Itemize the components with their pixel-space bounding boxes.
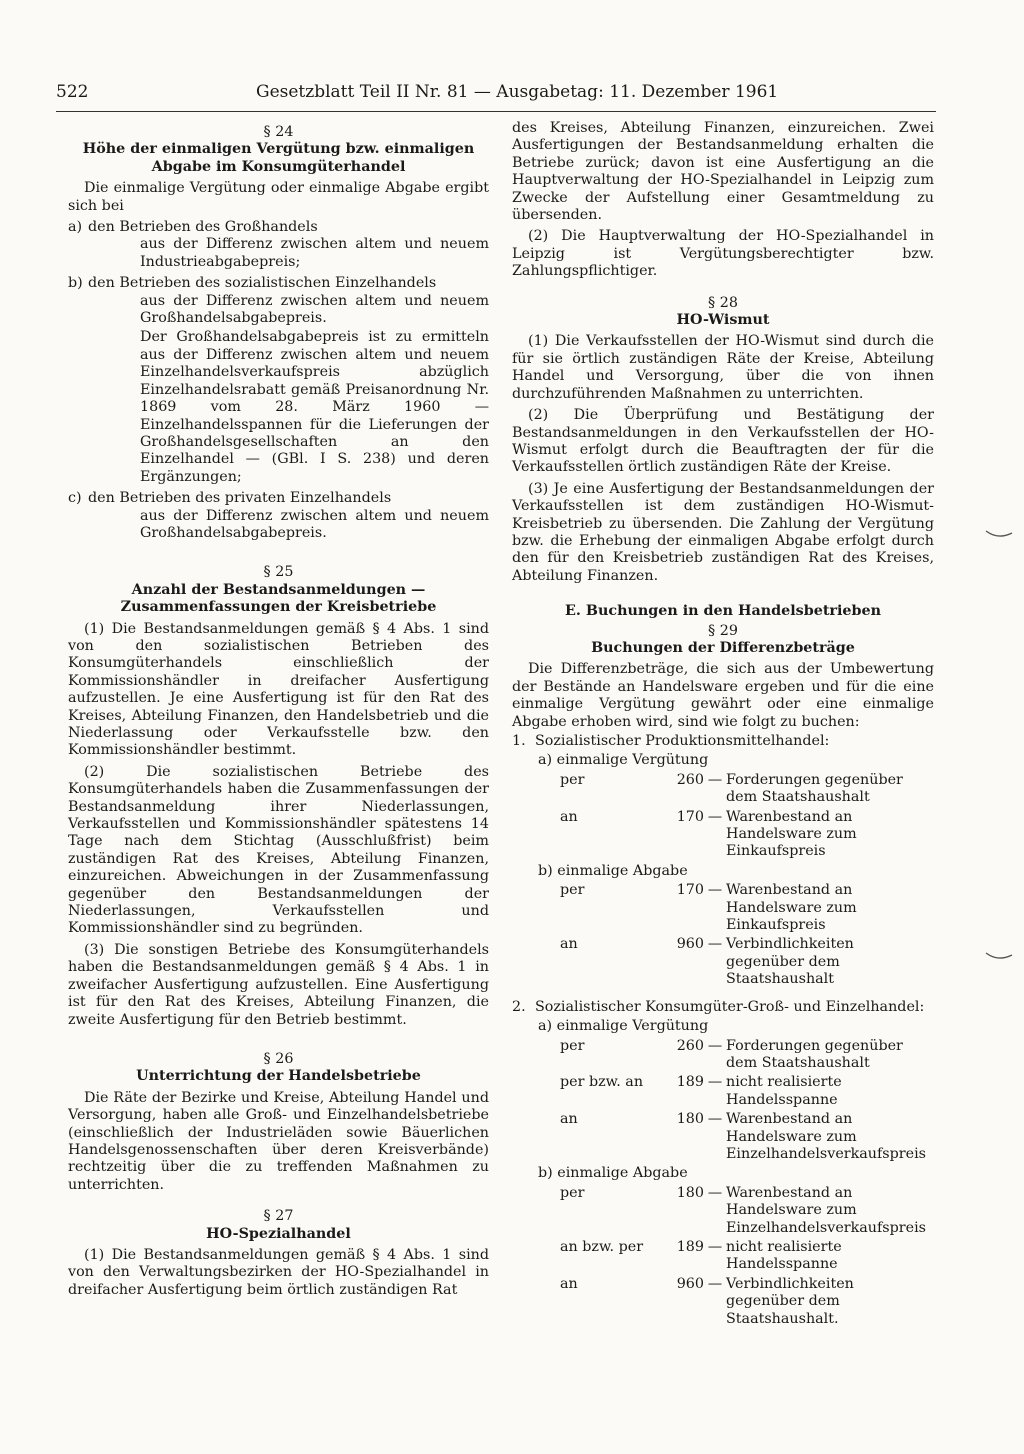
account-number: 260 [676,1037,704,1054]
list-item-c [68,490,489,507]
item-detail: aus der Differenz zwischen altem und neuem Industrieabgabepreis; [140,236,489,270]
paragraph: (1) Die Verkaufsstellen der HO-Wismut sind durch die für sie örtlich zuständigen Räte der Kreise, Abteilung Handel und Versorgung, über die von ihnen durchzuführenden Maßnahmen zu unterrichten. [512,333,934,402]
booking-row [512,1074,934,1109]
booking-row [512,1111,934,1163]
paragraph: (2) Die Überprüfung und Bestätigung der Bestandsanmeldungen in den Verkaufsstellen der HO-Wismut erfolgt durch die Beauftragten der für die Verkaufsstellen örtlich zuständigen Räte der Kreise. [512,407,934,476]
sub-heading: a) einmalige Vergütung [538,1018,709,1035]
account-number: 170 [676,808,704,825]
item-title: Sozialistischer Konsumgüter-Groß- und Einzelhandel: [535,998,925,1015]
account-description: Verbindlichkeiten gegenüber dem Staatshaushalt. [726,1275,854,1327]
item-note: Der Großhandelsabgabepreis ist zu ermitteln aus der Differenz zwischen altem und neuem Einzelhandelsverkaufspreis abzüglich Einzelhandelsrabatt gemäß Preisanordnung Nr. 1869 vom 28. März 1960 — Einzelhandelsspannen für die Lieferungen der Großhandelsgesellschaften an den Einzelhandel — (GBl. I S. 238) und deren Ergänzungen; [140,329,489,485]
paragraph: (2) Die sozialistischen Betriebe des Konsumgüterhandels haben die Zusammenfassungen der Bestandsanmeldung ihrer Niederlassungen, Verkaufsstellen und Kommissionshändler spätestens 14 Tage nach dem Stichtag (Ausschlußfrist) beim zuständigen Rat des Kreises, Abteilung Finanzen, einzureichen. Abweichungen in der Zusammenfassung gegenüber den Bestandsanmeldungen der Niederlassungen, Verkaufsstellen und Kommissionshändler sind zu begründen. [68,763,489,937]
booking-side: an [560,1275,578,1292]
booking-row [512,1239,934,1274]
section-25-number: § 25 [263,564,294,581]
margin-mark [984,528,1014,540]
paragraph: Die Räte der Bezirke und Kreise, Abteilung Handel und Versorgung, haben alle Groß- und Einzelhandelsbetriebe (einschließlich der Industrieläden sowie Bäuerlichen Handelsgenossenschaften über deren Kreisverbände) rechtzeitig über die zu treffenden Maßnahmen zu unterrichten. [68,1089,489,1193]
section-29-title: Buchungen der Differenzbeträge [591,639,855,656]
item-detail: aus der Differenz zwischen altem und neuem Großhandelsabgabepreis. [140,507,489,541]
booking-side: per bzw. an [560,1074,644,1091]
section-24-intro: Die einmalige Vergütung oder einmalige Abgabe ergibt sich bei [68,180,489,214]
section-25-title: Anzahl der Bestandsanmeldungen — Zusammenfassungen der Kreisbetriebe [120,581,437,616]
paragraph: Die Differenzbeträge, die sich aus der Umbewertung der Bestände an Handelsware ergeben und für die eine einmalige Vergütung gewährt oder eine einmalige Abgabe erhoben wird, sind wie folgt zu buchen: [512,661,934,730]
account-number: 189 [676,1238,704,1255]
paragraph: (3) Je eine Ausfertigung der Bestandsanmeldungen der Verkaufsstellen ist dem zuständigen HO-Wismut-Kreisbetrieb zu übersenden. Die Zahlung der Vergütung bzw. die Erhebung der einmaligen Abgabe erfolgt durch den für den Kreisbetrieb zuständigen Rat des Kreises, Abteilung Finanzen. [512,480,934,584]
account-number: 180 [676,1184,704,1201]
dash: — [707,808,723,825]
dash: — [707,1238,723,1255]
account-number: 260 [676,771,704,788]
item-label: a) [68,219,83,236]
item-text: den Betrieben des privaten Einzelhandels [88,490,392,507]
dash: — [707,1184,723,1201]
item-text: den Betrieben des sozialistischen Einzelhandels [88,275,437,292]
page-header [56,82,936,108]
account-number: 960 [676,936,704,953]
booking-side: per [560,882,585,899]
paragraph: (1) Die Bestandsanmeldungen gemäß § 4 Abs. 1 sind von den Verwaltungsbezirken der HO-Spezialhandel in dreifacher Ausfertigung beim örtlich zuständigen Rat [68,1246,489,1298]
list-item-b [68,275,489,292]
numbered-item-1 [512,733,934,750]
booking-side: per [560,771,585,788]
running-title: Gesetzblatt Teil II Nr. 81 — Ausgabetag: 11. Dezember 1961 [256,82,779,102]
dash: — [707,936,723,953]
booking-row [512,936,934,988]
item-number: 1. [512,733,526,749]
section-27-title: HO-Spezialhandel [206,1225,351,1242]
booking-group [512,882,934,988]
booking-group [512,1038,934,1164]
booking-side: an [560,936,578,953]
section-28-title: HO-Wismut [676,312,770,329]
account-number: 960 [676,1275,704,1292]
account-description: Verbindlichkeiten gegenüber dem Staatshaushalt [726,936,854,988]
section-28-number: § 28 [708,294,738,311]
account-description: Warenbestand an Handelsware zum Einzelhandelsverkaufspreis [726,1184,926,1236]
paragraph: (1) Die Bestandsanmeldungen gemäß § 4 Abs. 1 sind von den sozialistischen Betrieben des Konsumgüterhandels einschließlich der Kommissionshändler in dreifacher Ausfertigung aufzustellen. Je eine Ausfertigung ist für den Rat des Kreises, Abteilung Finanzen, den Handelsbetrieb und die Niederlassung oder Verkaufsstelle bzw. den Kommissionshändler bestimmt. [68,620,489,759]
booking-side: an [560,1111,578,1128]
item-number: 2. [512,998,526,1015]
item-detail: aus der Differenz zwischen altem und neuem Großhandelsabgabepreis. [140,292,489,327]
account-description: Warenbestand an Handelsware zum Einzelhandelsverkaufspreis [726,1111,926,1162]
item-title: Sozialistischer Produktionsmittelhandel: [535,733,830,749]
list-item-a [68,219,489,236]
account-number: 170 [676,882,704,899]
section-26-number: § 26 [263,1050,294,1067]
left-column [68,120,489,1299]
dash: — [707,1111,723,1128]
account-number: 180 [676,1111,704,1128]
section-27-number: § 27 [263,1208,294,1225]
booking-row [512,809,934,861]
dash: — [707,1074,723,1091]
sub-heading: b) einmalige Abgabe [538,862,688,879]
booking-group [512,772,934,861]
booking-group [512,1185,934,1328]
account-description: Warenbestand an Handelsware zum Einkaufspreis [726,882,857,934]
section-26-title: Unterrichtung der Handelsbetriebe [136,1068,421,1085]
account-description: nicht realisierte Handelsspanne [726,1074,842,1108]
item-label: b) [68,275,83,292]
booking-side: per [560,1184,585,1201]
dash: — [707,771,723,788]
margin-mark [984,950,1014,962]
sub-heading: b) einmalige Abgabe [538,1165,688,1182]
chapter-heading: E. Buchungen in den Handelsbetrieben [565,603,881,620]
sub-heading: a) einmalige Vergütung [538,752,709,769]
account-description: Warenbestand an Handelsware zum Einkaufspreis [726,808,857,860]
dash: — [707,1275,723,1292]
booking-side: per [560,1037,585,1054]
section-24-number: § 24 [263,124,294,140]
account-number: 189 [676,1074,704,1091]
account-description: nicht realisierte Handelsspanne [726,1238,842,1273]
booking-side: an bzw. per [560,1238,644,1255]
section-29-number: § 29 [708,622,738,639]
dash: — [707,1037,723,1054]
account-description: Forderungen gegenüber dem Staatshaushalt [726,1037,903,1071]
header-rule [56,111,936,112]
item-label: c) [68,490,82,507]
right-column [512,120,934,1328]
page-number: 522 [56,82,89,102]
booking-row [512,772,934,807]
booking-side: an [560,808,578,825]
booking-row [512,882,934,934]
booking-row [512,1038,934,1073]
item-text: den Betrieben des Großhandels [88,219,318,236]
dash: — [707,882,723,899]
paragraph-continued: des Kreises, Abteilung Finanzen, einzureichen. Zwei Ausfertigungen der Bestandsanmeldung erhalten die Betriebe zurück; davon ist eine Ausfertigung an die Hauptverwaltung der HO-Spezialhandel in Leipzig zum Zwecke der Aufstellung einer Gesamtmeldung zu übersenden. [512,120,934,224]
numbered-item-2 [512,999,934,1016]
account-description: Forderungen gegenüber dem Staatshaushalt [726,771,903,806]
booking-row [512,1185,934,1237]
booking-row [512,1276,934,1328]
section-24-title: Höhe der einmaligen Vergütung bzw. einmaligen Abgabe im Konsumgüterhandel [82,141,475,175]
paragraph: (2) Die Hauptverwaltung der HO-Spezialhandel in Leipzig ist Vergütungsberechtigter bzw. Zahlungspflichtiger. [512,228,934,280]
paragraph: (3) Die sonstigen Betriebe des Konsumgüterhandels haben die Bestandsanmeldungen gemäß § 4 Abs. 1 in zweifacher Ausfertigung aufzustellen. Eine Ausfertigung ist für den Rat des Kreises, Abteilung Finanzen, die zweite Ausfertigung für den Betrieb bestimmt. [68,941,489,1028]
